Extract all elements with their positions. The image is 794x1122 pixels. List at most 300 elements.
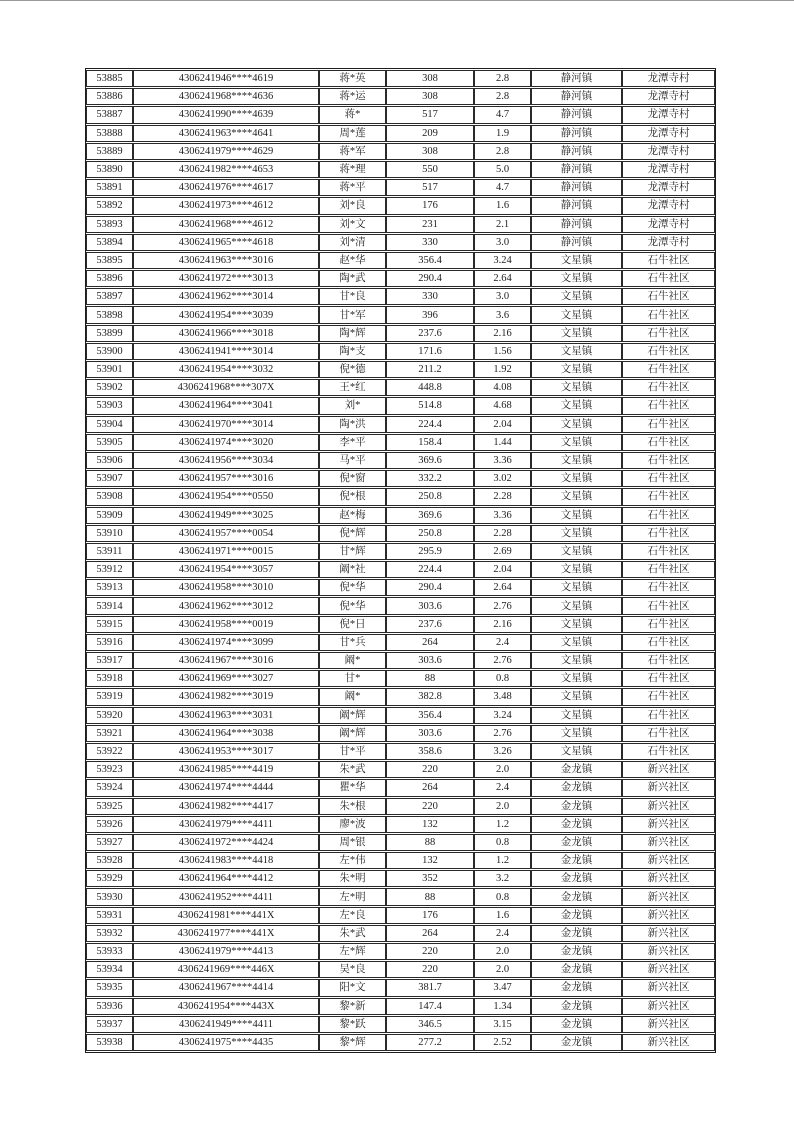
- cell-id_number: 4306241953****3017: [133, 743, 319, 760]
- cell-name: 阚*辉: [319, 725, 386, 742]
- cell-area_mu: 0.8: [474, 670, 531, 687]
- cell-seq: 53922: [86, 743, 133, 760]
- cell-id_number: 4306241963****3031: [133, 707, 319, 724]
- cell-amount: 132: [386, 816, 474, 833]
- cell-village: 石牛社区: [622, 306, 715, 323]
- cell-village: 石牛社区: [622, 652, 715, 669]
- cell-area_mu: 2.0: [474, 943, 531, 960]
- table-row: [86, 870, 715, 887]
- cell-id_number: 4306241973****4612: [133, 197, 319, 214]
- cell-area_mu: 3.36: [474, 507, 531, 524]
- cell-id_number: 4306241954****3032: [133, 361, 319, 378]
- cell-amount: 356.4: [386, 252, 474, 269]
- cell-name: 刘*清: [319, 234, 386, 251]
- cell-area_mu: 3.0: [474, 234, 531, 251]
- cell-name: 周*银: [319, 834, 386, 851]
- cell-area_mu: 4.7: [474, 106, 531, 123]
- cell-town: 金龙镇: [531, 852, 622, 869]
- table-row: [86, 507, 715, 524]
- cell-id_number: 4306241964****3038: [133, 725, 319, 742]
- table-row: [86, 943, 715, 960]
- cell-village: 石牛社区: [622, 725, 715, 742]
- cell-amount: 290.4: [386, 270, 474, 287]
- table-row: [86, 125, 715, 142]
- cell-amount: 176: [386, 907, 474, 924]
- cell-name: 马*平: [319, 452, 386, 469]
- cell-seq: 53935: [86, 979, 133, 996]
- cell-id_number: 4306241979****4411: [133, 816, 319, 833]
- cell-village: 新兴社区: [622, 925, 715, 942]
- cell-seq: 53911: [86, 543, 133, 560]
- cell-seq: 53908: [86, 488, 133, 505]
- cell-town: 文星镇: [531, 361, 622, 378]
- cell-town: 静河镇: [531, 179, 622, 196]
- cell-village: 新兴社区: [622, 761, 715, 778]
- cell-amount: 88: [386, 670, 474, 687]
- cell-town: 静河镇: [531, 161, 622, 178]
- table-row: [86, 852, 715, 869]
- cell-id_number: 4306241981****441X: [133, 907, 319, 924]
- cell-town: 金龙镇: [531, 816, 622, 833]
- cell-town: 金龙镇: [531, 870, 622, 887]
- cell-area_mu: 4.08: [474, 379, 531, 396]
- table-row: [86, 434, 715, 451]
- cell-town: 静河镇: [531, 234, 622, 251]
- cell-town: 文星镇: [531, 434, 622, 451]
- cell-name: 阚*: [319, 688, 386, 705]
- cell-name: 阚*社: [319, 561, 386, 578]
- cell-seq: 53921: [86, 725, 133, 742]
- cell-area_mu: 3.24: [474, 252, 531, 269]
- cell-name: 黎*辉: [319, 1034, 386, 1051]
- cell-village: 石牛社区: [622, 579, 715, 596]
- cell-village: 新兴社区: [622, 852, 715, 869]
- cell-town: 文星镇: [531, 597, 622, 614]
- cell-seq: 53918: [86, 670, 133, 687]
- cell-id_number: 4306241956****3034: [133, 452, 319, 469]
- cell-seq: 53906: [86, 452, 133, 469]
- cell-amount: 517: [386, 106, 474, 123]
- cell-amount: 231: [386, 216, 474, 233]
- cell-area_mu: 2.16: [474, 616, 531, 633]
- cell-id_number: 4306241979****4629: [133, 143, 319, 160]
- cell-name: 倪*根: [319, 488, 386, 505]
- cell-id_number: 4306241963****4641: [133, 125, 319, 142]
- cell-area_mu: 3.15: [474, 1016, 531, 1033]
- cell-amount: 237.6: [386, 616, 474, 633]
- cell-amount: 176: [386, 197, 474, 214]
- cell-town: 文星镇: [531, 634, 622, 651]
- cell-village: 石牛社区: [622, 325, 715, 342]
- cell-village: 石牛社区: [622, 634, 715, 651]
- cell-village: 石牛社区: [622, 470, 715, 487]
- cell-amount: 303.6: [386, 597, 474, 614]
- cell-town: 文星镇: [531, 507, 622, 524]
- table-row: [86, 470, 715, 487]
- cell-village: 新兴社区: [622, 907, 715, 924]
- cell-village: 石牛社区: [622, 379, 715, 396]
- cell-id_number: 4306241976****4617: [133, 179, 319, 196]
- cell-town: 文星镇: [531, 452, 622, 469]
- cell-id_number: 4306241971****0015: [133, 543, 319, 560]
- cell-amount: 308: [386, 70, 474, 87]
- cell-village: 石牛社区: [622, 361, 715, 378]
- cell-town: 文星镇: [531, 616, 622, 633]
- cell-amount: 147.4: [386, 998, 474, 1015]
- cell-amount: 369.6: [386, 507, 474, 524]
- subsidy-table: [85, 68, 716, 1053]
- cell-area_mu: 2.52: [474, 1034, 531, 1051]
- cell-town: 文星镇: [531, 270, 622, 287]
- cell-town: 静河镇: [531, 125, 622, 142]
- cell-name: 蒋*军: [319, 143, 386, 160]
- cell-name: 周*莲: [319, 125, 386, 142]
- cell-area_mu: 1.56: [474, 343, 531, 360]
- cell-town: 静河镇: [531, 216, 622, 233]
- cell-town: 静河镇: [531, 70, 622, 87]
- cell-village: 石牛社区: [622, 525, 715, 542]
- cell-seq: 53912: [86, 561, 133, 578]
- cell-area_mu: 2.64: [474, 270, 531, 287]
- cell-id_number: 4306241964****4412: [133, 870, 319, 887]
- cell-amount: 209: [386, 125, 474, 142]
- cell-name: 赵*梅: [319, 507, 386, 524]
- cell-town: 金龙镇: [531, 798, 622, 815]
- cell-area_mu: 2.04: [474, 416, 531, 433]
- table-row: [86, 779, 715, 796]
- cell-id_number: 4306241963****3016: [133, 252, 319, 269]
- cell-id_number: 4306241975****4435: [133, 1034, 319, 1051]
- cell-id_number: 4306241957****0054: [133, 525, 319, 542]
- cell-seq: 53923: [86, 761, 133, 778]
- cell-seq: 53915: [86, 616, 133, 633]
- cell-id_number: 4306241968****307X: [133, 379, 319, 396]
- table-body: [86, 70, 715, 1051]
- cell-seq: 53886: [86, 88, 133, 105]
- cell-town: 文星镇: [531, 561, 622, 578]
- table-row: [86, 561, 715, 578]
- cell-village: 新兴社区: [622, 943, 715, 960]
- cell-area_mu: 1.44: [474, 434, 531, 451]
- cell-id_number: 4306241954****0550: [133, 488, 319, 505]
- cell-name: 倪*华: [319, 579, 386, 596]
- cell-area_mu: 2.76: [474, 597, 531, 614]
- table-row: [86, 907, 715, 924]
- cell-name: 甘*辉: [319, 543, 386, 560]
- cell-name: 左*伟: [319, 852, 386, 869]
- cell-name: 阚*辉: [319, 707, 386, 724]
- cell-area_mu: 2.4: [474, 634, 531, 651]
- cell-name: 甘*军: [319, 306, 386, 323]
- cell-id_number: 4306241967****4414: [133, 979, 319, 996]
- table-row: [86, 761, 715, 778]
- cell-amount: 382.8: [386, 688, 474, 705]
- cell-seq: 53932: [86, 925, 133, 942]
- cell-amount: 517: [386, 179, 474, 196]
- cell-town: 文星镇: [531, 743, 622, 760]
- cell-id_number: 4306241957****3016: [133, 470, 319, 487]
- cell-name: 廖*波: [319, 816, 386, 833]
- table-row: [86, 525, 715, 542]
- table-row: [86, 998, 715, 1015]
- cell-area_mu: 2.76: [474, 652, 531, 669]
- cell-area_mu: 2.0: [474, 761, 531, 778]
- cell-amount: 550: [386, 161, 474, 178]
- cell-id_number: 4306241974****3099: [133, 634, 319, 651]
- cell-village: 新兴社区: [622, 798, 715, 815]
- cell-town: 金龙镇: [531, 998, 622, 1015]
- cell-amount: 352: [386, 870, 474, 887]
- cell-name: 赵*华: [319, 252, 386, 269]
- cell-area_mu: 1.6: [474, 197, 531, 214]
- cell-village: 新兴社区: [622, 961, 715, 978]
- cell-seq: 53904: [86, 416, 133, 433]
- cell-id_number: 4306241983****4418: [133, 852, 319, 869]
- cell-amount: 356.4: [386, 707, 474, 724]
- cell-village: 石牛社区: [622, 434, 715, 451]
- cell-amount: 237.6: [386, 325, 474, 342]
- cell-area_mu: 2.04: [474, 561, 531, 578]
- cell-name: 甘*平: [319, 743, 386, 760]
- cell-seq: 53933: [86, 943, 133, 960]
- table-row: [86, 252, 715, 269]
- cell-id_number: 4306241974****3020: [133, 434, 319, 451]
- cell-area_mu: 4.7: [474, 179, 531, 196]
- cell-name: 陶*支: [319, 343, 386, 360]
- cell-town: 金龙镇: [531, 779, 622, 796]
- cell-amount: 88: [386, 888, 474, 905]
- cell-village: 石牛社区: [622, 416, 715, 433]
- cell-area_mu: 5.0: [474, 161, 531, 178]
- cell-name: 左*明: [319, 888, 386, 905]
- cell-village: 龙潭寺村: [622, 197, 715, 214]
- cell-name: 刘*文: [319, 216, 386, 233]
- cell-seq: 53903: [86, 397, 133, 414]
- cell-village: 龙潭寺村: [622, 143, 715, 160]
- cell-village: 新兴社区: [622, 888, 715, 905]
- cell-amount: 132: [386, 852, 474, 869]
- cell-area_mu: 2.76: [474, 725, 531, 742]
- cell-village: 龙潭寺村: [622, 216, 715, 233]
- table-row: [86, 688, 715, 705]
- cell-amount: 308: [386, 88, 474, 105]
- table-row: [86, 88, 715, 105]
- cell-name: 朱*根: [319, 798, 386, 815]
- cell-amount: 330: [386, 288, 474, 305]
- cell-village: 龙潭寺村: [622, 234, 715, 251]
- table-row: [86, 707, 715, 724]
- cell-amount: 220: [386, 961, 474, 978]
- cell-seq: 53889: [86, 143, 133, 160]
- cell-village: 石牛社区: [622, 561, 715, 578]
- cell-name: 蒋*平: [319, 179, 386, 196]
- cell-name: 甘*良: [319, 288, 386, 305]
- cell-town: 文星镇: [531, 579, 622, 596]
- cell-id_number: 4306241965****4618: [133, 234, 319, 251]
- cell-id_number: 4306241962****3014: [133, 288, 319, 305]
- cell-seq: 53898: [86, 306, 133, 323]
- cell-seq: 53905: [86, 434, 133, 451]
- cell-area_mu: 3.47: [474, 979, 531, 996]
- cell-village: 龙潭寺村: [622, 106, 715, 123]
- cell-seq: 53936: [86, 998, 133, 1015]
- cell-seq: 53931: [86, 907, 133, 924]
- cell-name: 蒋*英: [319, 70, 386, 87]
- cell-seq: 53925: [86, 798, 133, 815]
- cell-amount: 396: [386, 306, 474, 323]
- cell-village: 石牛社区: [622, 252, 715, 269]
- cell-name: 甘*兵: [319, 634, 386, 651]
- cell-area_mu: 2.0: [474, 961, 531, 978]
- cell-name: 陶*辉: [319, 325, 386, 342]
- table-row: [86, 361, 715, 378]
- cell-seq: 53907: [86, 470, 133, 487]
- cell-name: 倪*日: [319, 616, 386, 633]
- cell-name: 左*辉: [319, 943, 386, 960]
- cell-area_mu: 2.69: [474, 543, 531, 560]
- cell-seq: 53917: [86, 652, 133, 669]
- cell-village: 石牛社区: [622, 688, 715, 705]
- cell-town: 金龙镇: [531, 834, 622, 851]
- cell-amount: 277.2: [386, 1034, 474, 1051]
- cell-area_mu: 2.0: [474, 798, 531, 815]
- cell-town: 金龙镇: [531, 907, 622, 924]
- table-row: [86, 961, 715, 978]
- cell-amount: 171.6: [386, 343, 474, 360]
- cell-name: 阚*: [319, 652, 386, 669]
- cell-seq: 53929: [86, 870, 133, 887]
- table-row: [86, 397, 715, 414]
- table-row: [86, 634, 715, 651]
- cell-area_mu: 1.2: [474, 816, 531, 833]
- cell-town: 文星镇: [531, 725, 622, 742]
- cell-name: 朱*武: [319, 761, 386, 778]
- cell-seq: 53913: [86, 579, 133, 596]
- cell-id_number: 4306241962****3012: [133, 597, 319, 614]
- cell-name: 蒋*理: [319, 161, 386, 178]
- table-row: [86, 106, 715, 123]
- table-row: [86, 70, 715, 87]
- cell-town: 文星镇: [531, 470, 622, 487]
- cell-id_number: 4306241954****3057: [133, 561, 319, 578]
- cell-seq: 53895: [86, 252, 133, 269]
- cell-town: 文星镇: [531, 488, 622, 505]
- cell-id_number: 4306241954****443X: [133, 998, 319, 1015]
- cell-id_number: 4306241974****4444: [133, 779, 319, 796]
- cell-town: 静河镇: [531, 88, 622, 105]
- cell-name: 阳*文: [319, 979, 386, 996]
- cell-name: 甘*: [319, 670, 386, 687]
- cell-town: 金龙镇: [531, 888, 622, 905]
- cell-town: 文星镇: [531, 306, 622, 323]
- cell-town: 文星镇: [531, 252, 622, 269]
- cell-town: 文星镇: [531, 652, 622, 669]
- cell-name: 蒋*运: [319, 88, 386, 105]
- cell-area_mu: 2.4: [474, 925, 531, 942]
- cell-town: 文星镇: [531, 343, 622, 360]
- cell-town: 文星镇: [531, 325, 622, 342]
- cell-town: 文星镇: [531, 397, 622, 414]
- cell-seq: 53937: [86, 1016, 133, 1033]
- cell-seq: 53914: [86, 597, 133, 614]
- cell-seq: 53901: [86, 361, 133, 378]
- cell-id_number: 4306241970****3014: [133, 416, 319, 433]
- cell-seq: 53927: [86, 834, 133, 851]
- cell-id_number: 4306241990****4639: [133, 106, 319, 123]
- table-row: [86, 270, 715, 287]
- cell-seq: 53910: [86, 525, 133, 542]
- cell-amount: 346.5: [386, 1016, 474, 1033]
- cell-village: 石牛社区: [622, 743, 715, 760]
- cell-name: 蒋*: [319, 106, 386, 123]
- cell-area_mu: 2.16: [474, 325, 531, 342]
- cell-id_number: 4306241941****3014: [133, 343, 319, 360]
- table-row: [86, 616, 715, 633]
- cell-amount: 211.2: [386, 361, 474, 378]
- cell-amount: 358.6: [386, 743, 474, 760]
- cell-seq: 53920: [86, 707, 133, 724]
- table-row: [86, 834, 715, 851]
- cell-id_number: 4306241958****3010: [133, 579, 319, 596]
- table-row: [86, 325, 715, 342]
- cell-town: 金龙镇: [531, 979, 622, 996]
- table-row: [86, 143, 715, 160]
- table-row: [86, 1034, 715, 1051]
- table-row: [86, 234, 715, 251]
- table-row: [86, 306, 715, 323]
- cell-village: 新兴社区: [622, 998, 715, 1015]
- cell-id_number: 4306241954****3039: [133, 306, 319, 323]
- cell-name: 瞿*华: [319, 779, 386, 796]
- cell-seq: 53926: [86, 816, 133, 833]
- table-row: [86, 670, 715, 687]
- cell-village: 石牛社区: [622, 670, 715, 687]
- table-row: [86, 488, 715, 505]
- table-row: [86, 925, 715, 942]
- table-row: [86, 161, 715, 178]
- cell-id_number: 4306241964****3041: [133, 397, 319, 414]
- table-row: [86, 743, 715, 760]
- cell-area_mu: 2.8: [474, 88, 531, 105]
- cell-area_mu: 1.9: [474, 125, 531, 142]
- cell-amount: 88: [386, 834, 474, 851]
- table-row: [86, 888, 715, 905]
- cell-town: 金龙镇: [531, 1016, 622, 1033]
- cell-seq: 53888: [86, 125, 133, 142]
- table-row: [86, 288, 715, 305]
- cell-village: 石牛社区: [622, 452, 715, 469]
- table-row: [86, 416, 715, 433]
- cell-amount: 448.8: [386, 379, 474, 396]
- cell-area_mu: 2.8: [474, 143, 531, 160]
- cell-area_mu: 3.26: [474, 743, 531, 760]
- cell-area_mu: 3.36: [474, 452, 531, 469]
- cell-id_number: 4306241977****441X: [133, 925, 319, 942]
- cell-name: 王*红: [319, 379, 386, 396]
- cell-seq: 53900: [86, 343, 133, 360]
- table-row: [86, 1016, 715, 1033]
- cell-id_number: 4306241969****446X: [133, 961, 319, 978]
- cell-village: 新兴社区: [622, 870, 715, 887]
- table-row: [86, 816, 715, 833]
- cell-town: 金龙镇: [531, 925, 622, 942]
- cell-id_number: 4306241958****0019: [133, 616, 319, 633]
- cell-amount: 264: [386, 634, 474, 651]
- cell-area_mu: 3.0: [474, 288, 531, 305]
- cell-amount: 290.4: [386, 579, 474, 596]
- cell-id_number: 4306241982****3019: [133, 688, 319, 705]
- cell-amount: 303.6: [386, 725, 474, 742]
